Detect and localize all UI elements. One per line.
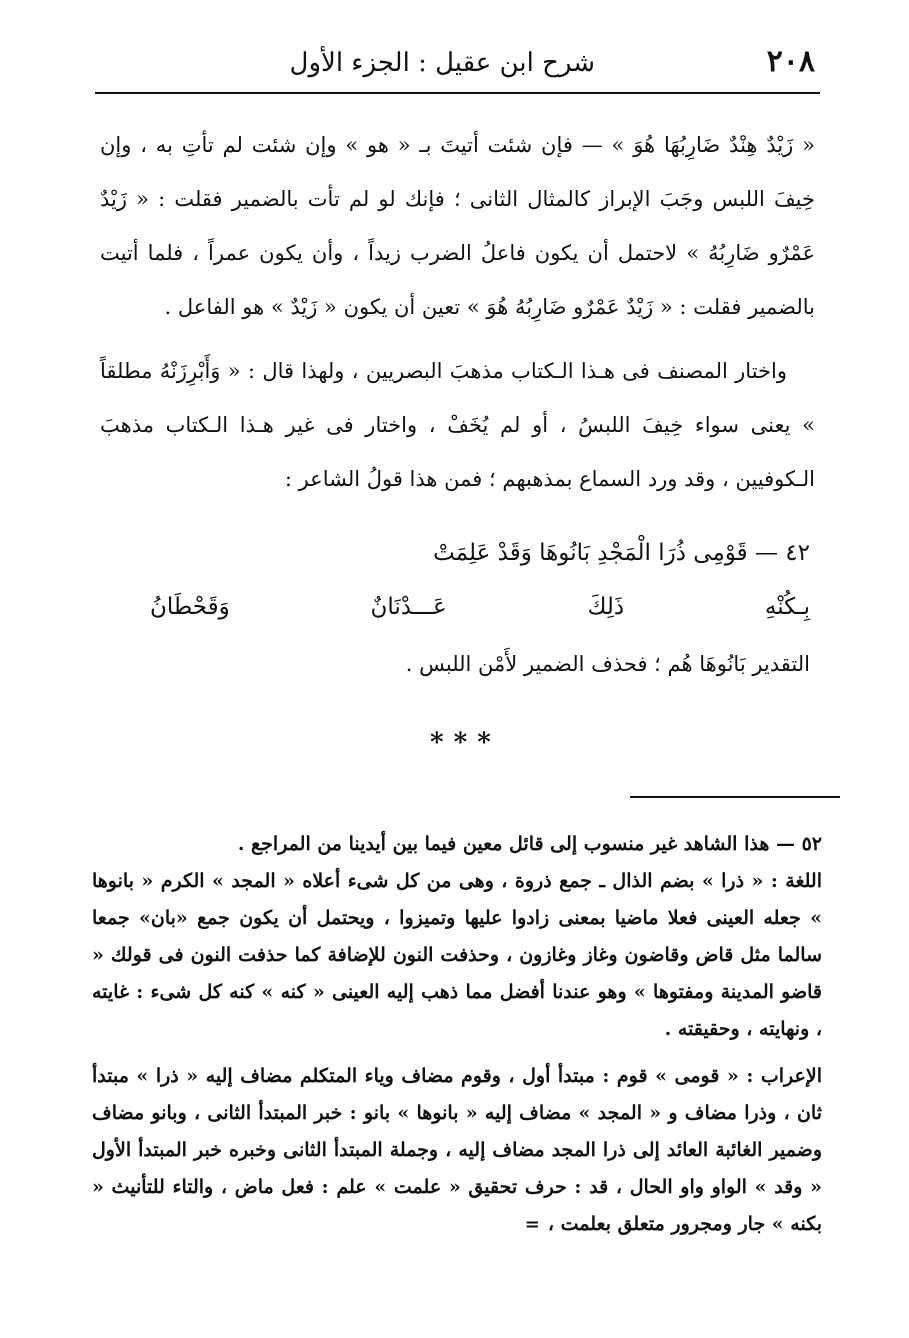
footnote-parsing-text: الإعراب : « قومى » قوم : مبتدأ أول ، وقوم مضاف وياء المتكلم مضاف إليه « ذرا » مبتدأ ثان ، وذرا مضاف و « المجد » مضاف إليه « بانوها » بانو : خبر المبتدأ الثانى ، وبانو مضاف وضمير الغائبة العائد إلى ذرا المجد مضاف إليه ، وجملة المبتدأ الثانى وخبره خبر المبتدأ الأول « وقد » الواو واو الحال ، قد : حرف تحقيق « علمت » علم : فعل ماض ، والتاء للتأنيث « بكنه » جار ومجرور متعلق بعلمت ، [92, 1065, 822, 1235]
footnote-rule [630, 796, 840, 798]
verse-second-hemistich [150, 594, 810, 620]
paragraph-1: « زَيْدٌ هِنْدٌ ضَارِبُهَا هُوَ » — فإن شئت أتيتَ بـ « هو » وإن شئت لم تأتِ به ، وإن خِيفَ اللبس وجَبَ الإبراز كالمثال الثانى ؛ فإنك لو لم تأت بالضمير فقلت : « زَيْدٌ عَمْرٌو ضَارِبُهُ » لاحتمل أن يكون فاعلُ الضرب زيداً ، وأن يكون عمراً ، فلما أتيت بالضمير فقلت : « زَيْدٌ عَمْرٌو ضَارِبُهُ هُوَ » تعين أن يكون « زَيْدٌ » هو الفاعل . [100, 133, 815, 319]
running-title: شرح ابن عقيل : الجزء الأول [289, 48, 595, 78]
footnote-source: ٥٢ — هذا الشاهد غير منسوب إلى قائل معين فيما بين أيدينا من المراجع . [237, 833, 822, 855]
section-separator: *** [430, 728, 501, 758]
page-number: ٢٠٨ [766, 44, 815, 79]
verse-word: وَقَحْطَانُ [150, 594, 230, 620]
header-rule [95, 92, 820, 94]
verse-word: بِـكُنْهِ [764, 594, 810, 620]
verse-word: ذَلِكَ [587, 594, 625, 620]
footnote-parsing [92, 1058, 822, 1243]
main-text [100, 118, 815, 506]
page-header [95, 40, 815, 90]
footnote-language: اللغة : « ذرا » بضم الذال ـ جمع ذروة ، وهى من كل شىء أعلاه « المجد » الكرم « بانوها » جعله العينى فعلا ماضيا بمعنى زادوا عليها وتميزوا ، ويحتمل أن يكون جمع «بان» جمعا سالما مثل قاض وقاضون وغاز وغازون ، وحذفت النون للإضافة كما حذفت النون فى قولك « قاضو المدينة ومفتوها » وهو عندنا أفضل مما ذهب إليه العينى « كنه » كنه كل شىء : غايته ، ونهايته ، وحقيقته . [92, 870, 822, 1040]
footnotes [92, 826, 822, 1243]
continuation-mark: = [524, 1214, 540, 1235]
verse-first-hemistich: ٤٢ — قَوْمِى ذُرَا الْمَجْدِ بَانُوهَا وَقَدْ عَلِمَتْ [433, 540, 810, 566]
paragraph-2: واختار المصنف فى هـذا الـكتاب مذهبَ البصريين ، ولهذا قال : « وَأَبْرِزَنْهُ مطلقاً » يعنى سواء خِيفَ اللبسُ ، أو لم يُخَفْ ، واختار فى غير هـذا الـكتاب مذهبَ الـكوفيين ، وقد ورد السماع بمذهبهم ؛ فمن هذا قولُ الشاعر : [100, 359, 815, 491]
verse-word: عَـــدْنَانٌ [370, 594, 447, 620]
verse-note: التقدير بَانُوهَا هُم ؛ فحذف الضمير لأَمْن اللبس . [405, 652, 810, 676]
